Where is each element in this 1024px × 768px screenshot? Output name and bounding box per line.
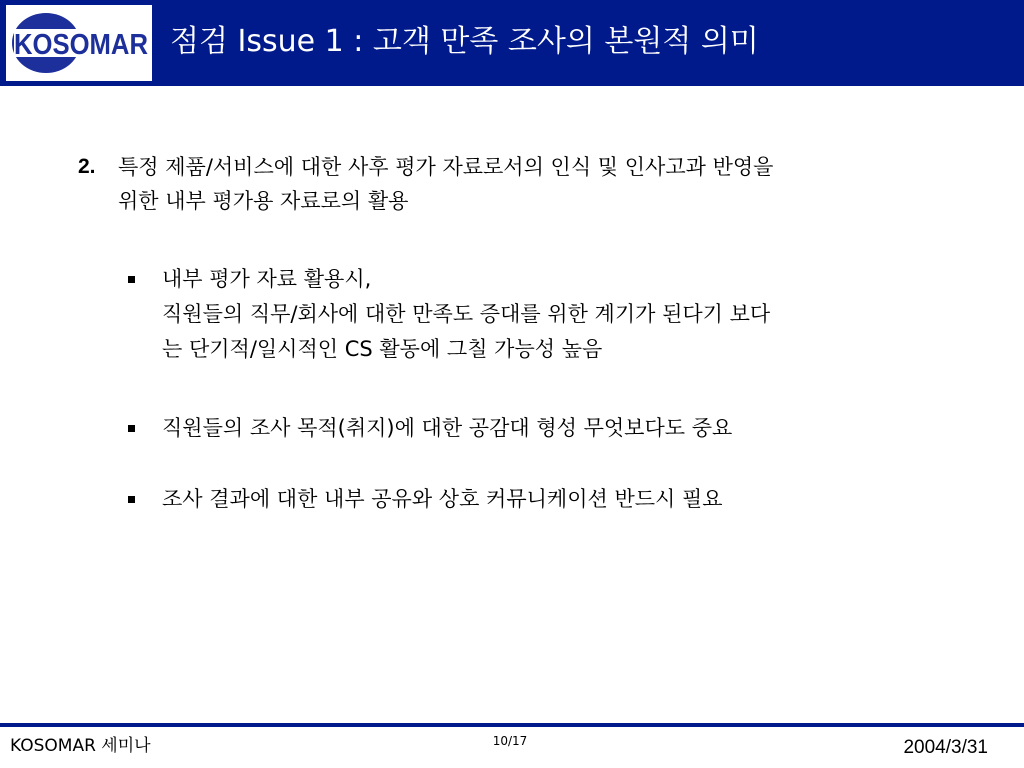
bullet-line: 는 단기적/일시적인 CS 활동에 그칠 가능성 높음	[162, 337, 603, 361]
page-title: 점검 Issue 1 : 고객 만족 조사의 본원적 의미	[170, 24, 759, 59]
item-line: 위한 내부 평가용 자료로의 활용	[118, 189, 409, 213]
bullet-text	[162, 262, 952, 367]
logo-graphic	[6, 5, 152, 81]
footer-seminar-label: KOSOMAR 세미나	[10, 736, 151, 756]
bullet-text	[162, 411, 952, 446]
page-number: 10/17	[492, 734, 528, 748]
bullet-line: 직원들의 직무/회사에 대한 만족도 증대를 위한 계기가 된다기 보다	[162, 302, 771, 326]
item-number: 2.	[78, 155, 96, 178]
bullet-text	[162, 482, 952, 517]
bullet-line: 내부 평가 자료 활용시,	[162, 267, 372, 291]
bullet-square-icon	[128, 496, 135, 503]
item-line: 특정 제품/서비스에 대한 사후 평가 자료로서의 인식 및 인사고과 반영을	[118, 155, 774, 179]
bullet-line: 조사 결과에 대한 내부 공유와 상호 커뮤니케이션 반드시 필요	[162, 487, 723, 511]
header-band	[0, 0, 1024, 86]
logo-text: KOSOMAR	[14, 29, 149, 61]
footer-divider	[0, 723, 1024, 727]
footer-date: 2004/3/31	[903, 737, 988, 758]
bullet-square-icon	[128, 425, 135, 432]
kosomar-logo	[6, 5, 152, 81]
bullet-line: 직원들의 조사 목적(취지)에 대한 공감대 형성 무엇보다도 중요	[162, 416, 733, 440]
item-text	[118, 150, 958, 218]
bullet-square-icon	[128, 276, 135, 283]
